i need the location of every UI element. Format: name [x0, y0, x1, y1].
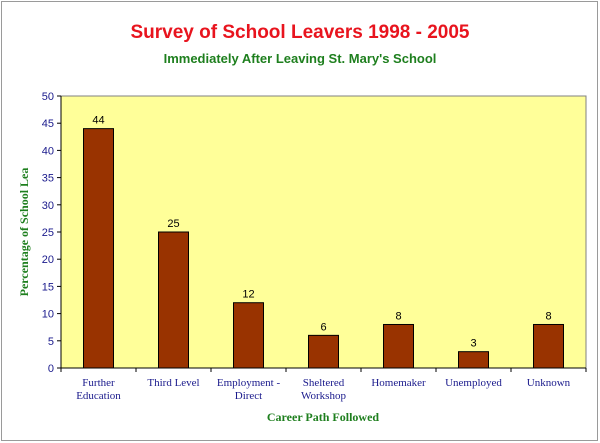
bar-value-label: 25	[167, 218, 180, 230]
y-tick-label: 25	[41, 227, 54, 239]
bar-value-label: 8	[395, 310, 402, 323]
y-tick-label: 45	[41, 118, 54, 131]
x-tick-label	[76, 377, 121, 402]
y-tick-label: 35	[41, 172, 54, 185]
y-tick-label: 30	[41, 199, 54, 212]
x-tick-label-line: Third Level	[147, 377, 200, 389]
x-tick-label-line: Unemployed	[445, 377, 502, 389]
x-tick-label-line: Unknown	[526, 377, 571, 389]
bar-value-label: 6	[320, 321, 327, 334]
y-axis-title: Percentage of School Lea	[17, 167, 31, 297]
bar-value-label: 12	[242, 288, 255, 301]
x-tick-label-line: Employment -	[216, 377, 281, 389]
x-tick-label	[301, 377, 346, 402]
bar	[159, 232, 189, 368]
y-tick-label: 50	[41, 91, 54, 103]
x-tick-label-line: Direct	[234, 390, 263, 402]
chart-title: Survey of School Leavers 1998 - 2005	[130, 22, 470, 43]
bar	[309, 335, 339, 368]
bar	[534, 324, 564, 368]
y-tick-label: 10	[41, 308, 54, 321]
x-tick-label-line: Workshop	[301, 390, 346, 402]
x-tick-label	[371, 377, 426, 389]
x-tick-label	[527, 377, 571, 389]
x-tick-label	[147, 377, 199, 389]
bar	[459, 352, 489, 368]
bar-value-label: 8	[545, 310, 552, 323]
bar-value-label: 3	[470, 337, 477, 350]
y-tick-label: 20	[41, 254, 54, 267]
y-tick-label: 5	[47, 335, 54, 348]
chart-subtitle: Immediately After Leaving St. Mary's School	[163, 51, 437, 66]
bar-value-label: 44	[92, 114, 105, 127]
bar	[84, 129, 114, 368]
bar	[234, 303, 264, 368]
x-tick-label-line: Education	[76, 390, 121, 402]
x-tick-label-line: Homemaker	[371, 377, 426, 389]
x-tick-label	[445, 377, 502, 389]
bar	[384, 324, 414, 368]
x-tick-label-line: Further	[82, 377, 115, 389]
y-tick-label: 15	[41, 281, 54, 294]
y-tick-label: 0	[47, 363, 54, 375]
x-axis-title: Career Path Followed	[266, 410, 380, 424]
y-tick-label: 40	[41, 145, 54, 158]
x-tick-label-line: Sheltered	[302, 377, 345, 389]
